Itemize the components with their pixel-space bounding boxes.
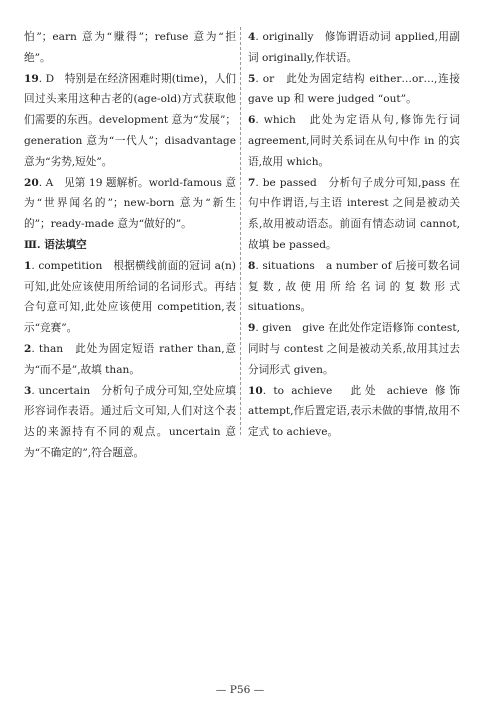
answer-number: 3 [24,384,32,397]
answer-text: . D 特别是在经济困难时期(time)，人们回过头来用这种古老的(age-old)方式获取他们需要的东西。development 意为“发展”；generation 意为“一代人”；disadvantage 意为“劣势,短处”。 [24,72,236,168]
answer-20 [24,173,236,235]
answer-text: . A 见第 19 题解析。world-famous 意为“世界闻名的”；new-born 意为“新生的”；ready-made 意为“做好的”。 [24,176,236,231]
answer-text: . be passed 分析句子成分可知,pass 在句中作谓语,与主语 interest 之间是被动关系,故用被动语态。前面有情态动词 cannot,故填 be passed。 [248,176,460,251]
right-column [248,27,460,443]
answer-number: 9 [248,322,256,335]
page-number: — P56 — [215,684,265,696]
answer-text: . or 此处为固定结构 either…or…,连接 gave up 和 were judged “out”。 [248,72,460,106]
answer-8 [248,256,460,318]
answer-number: 10 [248,384,263,397]
answer-number: 6 [248,114,256,127]
answer-number: 1 [24,259,32,272]
answer-text: . given give 在此处作定语修饰 contest,同时与 contest 之间是被动关系,故用其过去分词形式 given。 [248,322,460,376]
answer-text: . originally 修饰谓语动词 applied,用副词 originally,作状语。 [248,31,460,64]
answer-number: 19 [24,72,39,85]
answer-text: . situations a number of 后接可数名词复数,故使用所给名词的复数形式 situations。 [248,259,460,314]
answer-3 [24,381,236,464]
answer-number: 4 [248,31,256,43]
answer-text: . competition 根据横线前面的冠词 a(n)可知,此处应该使用所给词的名词形式。再结合句意可知,此处应该使用 competition,表示“竞赛”。 [24,259,236,335]
answer-6 [248,110,460,172]
answer-7 [248,173,460,256]
answer-text: . than 此处为固定短语 rather than,意为“而不是”,故填 than。 [24,342,236,376]
column-divider [240,27,241,435]
answer-number: 5 [248,72,256,85]
answer-number: 8 [248,259,256,272]
answer-2 [24,339,236,381]
continued-explanation: 怕”；earn 意为“赚得”；refuse 意为“拒绝”。 [24,31,236,64]
section-heading: Ⅲ. 语法填空 [24,238,87,251]
answer-10 [248,381,460,443]
answer-text: . which 此处为定语从句,修饰先行词 agreement,同时关系词在从句中作 in 的宾语,故用 which。 [248,114,460,168]
left-column [24,27,236,464]
answer-1 [24,256,236,339]
answer-9 [248,318,460,380]
answer-4 [248,27,460,69]
answer-19 [24,69,236,173]
answer-number: 7 [248,176,256,189]
answer-number: 2 [24,342,32,355]
answer-text: . uncertain 分析句子成分可知,空处应填形容词作表语。通过后文可知,人们对这个表达的来源持有不同的观点。uncertain 意为“不确定的”,符合题意。 [24,384,236,459]
answer-5 [248,69,460,111]
answer-number: 20 [24,176,39,189]
answer-text: . to achieve 此处 achieve 修饰 attempt,作后置定语,表示未做的事情,故用不定式 to achieve。 [248,384,460,439]
